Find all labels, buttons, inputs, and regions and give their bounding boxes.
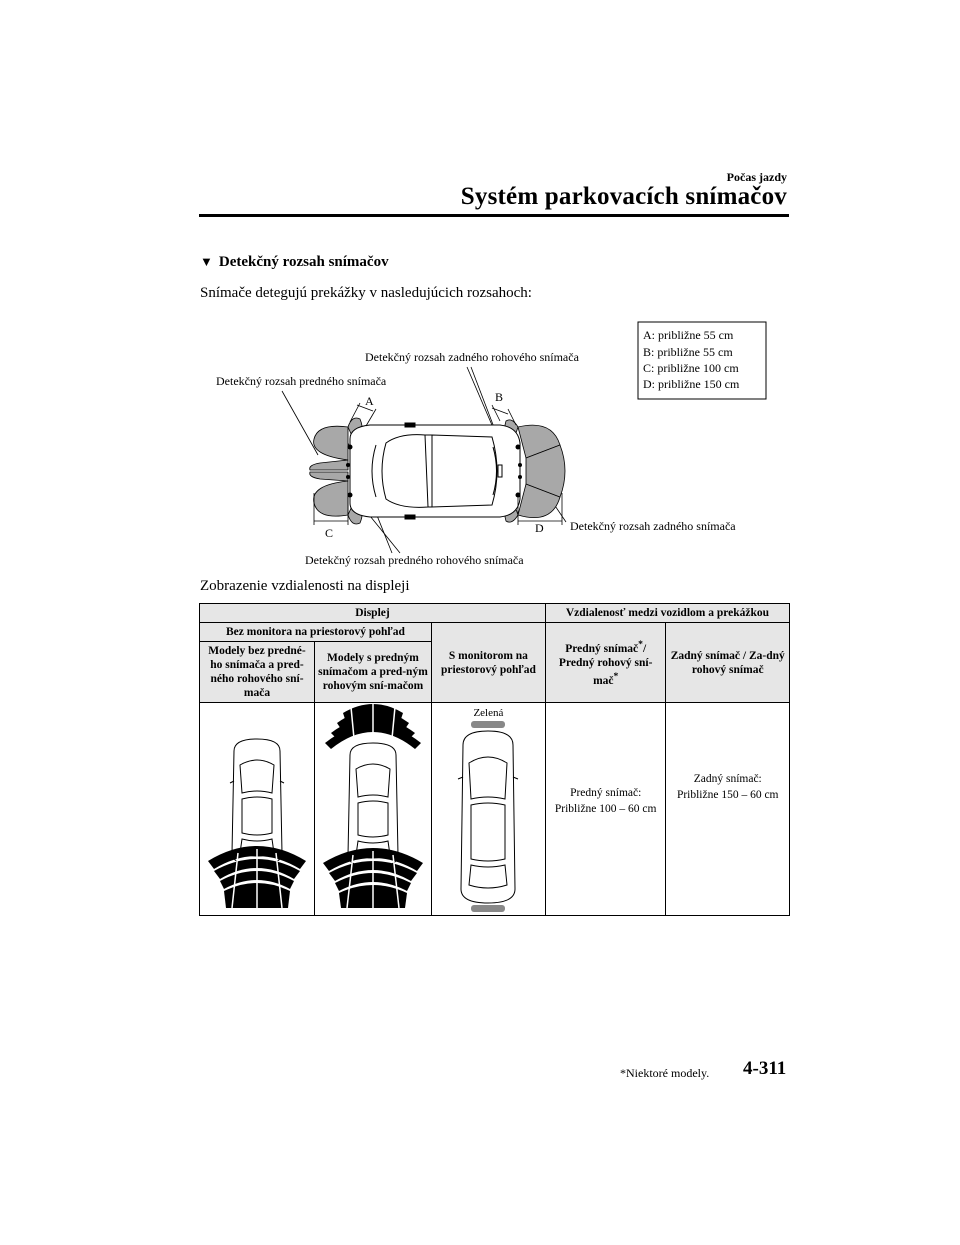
chapter-label: Počas jazdy — [726, 170, 787, 184]
car-rear-arcs-figure — [202, 703, 312, 913]
th-models-a: Modely bez predné-ho snímača a pred-ného rohového sní-mača — [200, 642, 315, 703]
cell-front-rear-figure — [314, 703, 431, 916]
legend-d: D: približne 150 cm — [643, 377, 740, 391]
marker-a: A — [365, 394, 374, 408]
section-heading-text: Detekčný rozsah snímačov — [218, 254, 389, 270]
detection-range-diagram — [200, 315, 790, 575]
cell-monitor-figure — [431, 703, 545, 916]
page-number: 4-311 — [743, 1058, 787, 1079]
rear-distance-l1: Zadný snímač: — [693, 773, 762, 785]
legend-a: A: približne 55 cm — [643, 328, 734, 342]
footnote: *Niektoré modely. — [620, 1066, 710, 1080]
th-rear-sensor: Zadný snímač / Za-dný rohový snímač — [666, 623, 790, 703]
car-front-rear-arcs-figure — [317, 703, 429, 913]
legend-c: C: približne 100 cm — [643, 361, 739, 375]
marker-d: D — [535, 521, 544, 535]
header-rule — [199, 214, 789, 217]
label-rear: Detekčný rozsah zadného snímača — [570, 519, 736, 533]
label-front: Detekčný rozsah predného snímača — [216, 374, 387, 388]
page-title: Systém parkovacích snímačov — [460, 183, 787, 210]
label-rear-corner: Detekčný rozsah zadného rohového snímača — [365, 350, 579, 364]
front-distance-l2: Približne 100 – 60 cm — [554, 803, 657, 815]
th-display: Displej — [200, 604, 546, 623]
car-top-view — [350, 423, 520, 519]
rear-distance-l2: Približne 150 – 60 cm — [676, 789, 779, 801]
th-front-l2: Predný rohový sní-mač — [558, 656, 653, 687]
rear-distance-text — [666, 703, 789, 803]
zone-front-center-upper — [310, 460, 348, 470]
green-label: Zelená — [473, 707, 504, 719]
zone-front-left — [314, 426, 348, 460]
triangle-down-icon: ▼ — [200, 254, 213, 269]
cell-rear-distance — [666, 703, 790, 916]
display-heading: Zobrazenie vzdialenosti na displeji — [200, 578, 410, 594]
marker-c: C — [325, 526, 334, 540]
legend-b: B: približne 55 cm — [643, 345, 733, 359]
cell-rear-only-figure — [200, 703, 315, 916]
front-distance-text — [546, 703, 666, 817]
table-row — [200, 703, 790, 916]
section-heading — [200, 254, 389, 271]
marker-b: B — [495, 390, 504, 404]
th-no-monitor: Bez monitora na priestorový pohľad — [200, 623, 432, 642]
zone-front-center-lower — [310, 472, 348, 481]
cell-front-distance — [545, 703, 666, 916]
th-front-sensor: Predný snímač*/ Predný rohový sní-mač* — [545, 623, 666, 703]
label-front-corner: Detekčný rozsah predného rohového snímača — [305, 553, 524, 567]
th-front-l1: Predný snímač — [565, 642, 639, 655]
zone-front-right — [314, 481, 348, 516]
car-monitor-figure — [433, 719, 543, 913]
th-models-b: Modely s predným snímačom a pred-ným rohovým sní-mačom — [314, 642, 431, 703]
table-header-row — [200, 604, 790, 623]
front-distance-l1: Predný snímač: — [570, 787, 642, 799]
th-with-monitor: S monitorom na priestorový pohľad — [431, 623, 545, 703]
th-distance: Vzdialenosť medzi vozidlom a prekážkou — [545, 604, 789, 623]
table-subheader-row — [200, 623, 790, 642]
distance-table — [199, 603, 790, 916]
intro-paragraph: Snímače detegujú prekážky v nasledujúcich rozsahoch: — [200, 285, 532, 301]
